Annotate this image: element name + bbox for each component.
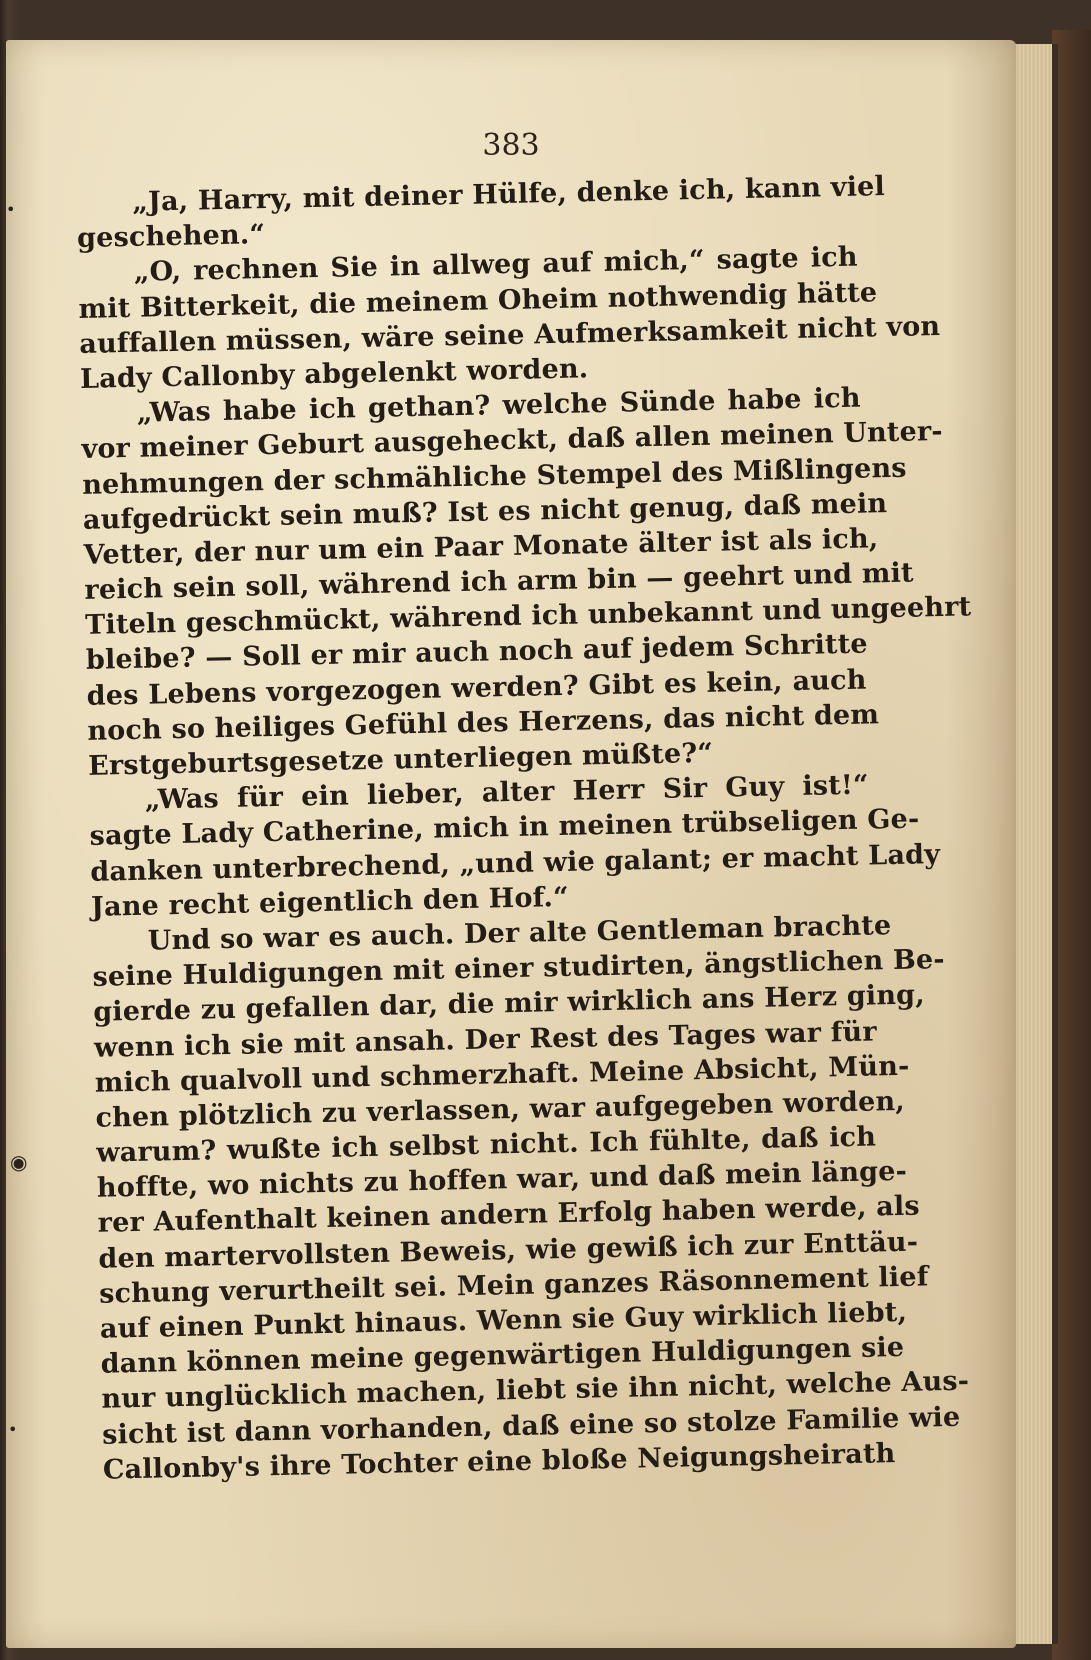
text-line: „O, rechnen Sie in allweg auf mich,“ sagte ich bbox=[133, 242, 858, 289]
text-line: hoffte, wo nichts zu hoffen war, und daß mein länge- bbox=[96, 1156, 908, 1205]
text-line: reich sein soll, während ich arm bin — geehrt und mit bbox=[84, 557, 915, 606]
page-number: 383 bbox=[482, 128, 540, 163]
text-line: Erstgeburtsgesetze unterliegen müßte?“ bbox=[87, 737, 714, 782]
margin-ring-icon: ◉ bbox=[10, 1150, 28, 1174]
text-line: dann können meine gegenwärtigen Huldigungen sie bbox=[100, 1332, 905, 1380]
text-line: Jane recht eigentlich den Hof.“ bbox=[90, 881, 570, 923]
text-line: sicht ist dann vorhanden, daß eine so stolze Familie wie bbox=[101, 1401, 961, 1451]
text-line: nehmungen der schmähliche Stempel des Mißlingens bbox=[81, 452, 907, 501]
text-line: Callonby's ihre Tochter eine bloße Neigungsheirath bbox=[102, 1437, 896, 1486]
text-line: des Lebens vorgezogen werden? Gibt es kein, auch bbox=[86, 664, 867, 712]
text-line: nur unglücklich machen, liebt sie ihn nicht, welche Aus- bbox=[101, 1365, 970, 1416]
text-line: „Ja, Harry, mit deiner Hülfe, denke ich, kann viel bbox=[132, 171, 886, 218]
text-line: „Was habe ich gethan? welche Sünde habe ich bbox=[136, 382, 861, 429]
text-line: aufgedrückt sein muß? Ist es nicht genug, daß mein bbox=[82, 487, 888, 536]
text-line: warum? wußte ich selbst nicht. Ich fühlte, daß ich bbox=[95, 1121, 877, 1169]
page-text bbox=[76, 170, 972, 1488]
text-line: Titeln geschmückt, während ich unbekannt und ungeehrt bbox=[84, 591, 972, 642]
text-line: auf einen Punkt hinaus. Wenn sie Guy wirklich liebt, bbox=[99, 1296, 908, 1345]
text-line: auffallen müssen, wäre seine Aufmerksamkeit nicht von bbox=[78, 310, 941, 360]
text-line: bleibe? — Soll er mir auch noch auf jedem Schritte bbox=[85, 628, 869, 677]
text-line: danken unterbrechend, „und wie galant; er macht Lady bbox=[90, 838, 941, 888]
page-stack-edge bbox=[1012, 44, 1058, 1644]
text-line: gierde zu gefallen dar, die mir wirklich ans Herz ging, bbox=[92, 979, 926, 1029]
text-line: den martervollsten Beweis, wie gewiß ich zur Enttäu- bbox=[98, 1226, 919, 1275]
text-line: geschehen.“ bbox=[76, 219, 266, 255]
margin-dot-icon: • bbox=[8, 1420, 18, 1439]
text-line: mit Bitterkeit, die meinem Oheim nothwendig hätte bbox=[78, 276, 878, 325]
text-line: rer Aufenthalt keinen andern Erfolg haben werde, als bbox=[97, 1190, 921, 1240]
text-line: Und so war es auch. Der alte Gentleman brachte bbox=[147, 910, 892, 957]
margin-dot-icon: • bbox=[6, 200, 16, 219]
text-line: „Was für ein lieber, alter Herr Sir Guy ist!“ bbox=[144, 769, 870, 816]
text-line: seine Huldigungen mit einer studirten, ängstlichen Be- bbox=[92, 944, 946, 993]
text-line: noch so heiliges Gefühl des Herzens, das nicht dem bbox=[87, 699, 880, 747]
text-line: wenn ich sie mit ansah. Der Rest des Tages war für bbox=[93, 1015, 878, 1064]
text-line: Lady Callonby abgelenkt worden. bbox=[79, 353, 589, 395]
text-line: Vetter, der nur um ein Paar Monate älter ist als ich, bbox=[83, 523, 879, 571]
text-line: sagte Lady Catherine, mich in meinen trübseligen Ge- bbox=[89, 803, 920, 853]
text-line: chen plötzlich zu verlassen, war aufgegeben worden, bbox=[95, 1085, 906, 1134]
text-line: mich qualvoll und schmerzhaft. Meine Absicht, Mün- bbox=[94, 1050, 910, 1099]
text-line: vor meiner Geburt ausgeheckt, daß allen meinen Unter- bbox=[81, 416, 944, 466]
book-page bbox=[6, 40, 1016, 1648]
text-line: schung verurtheilt sei. Mein ganzes Räsonnement lief bbox=[98, 1261, 929, 1310]
